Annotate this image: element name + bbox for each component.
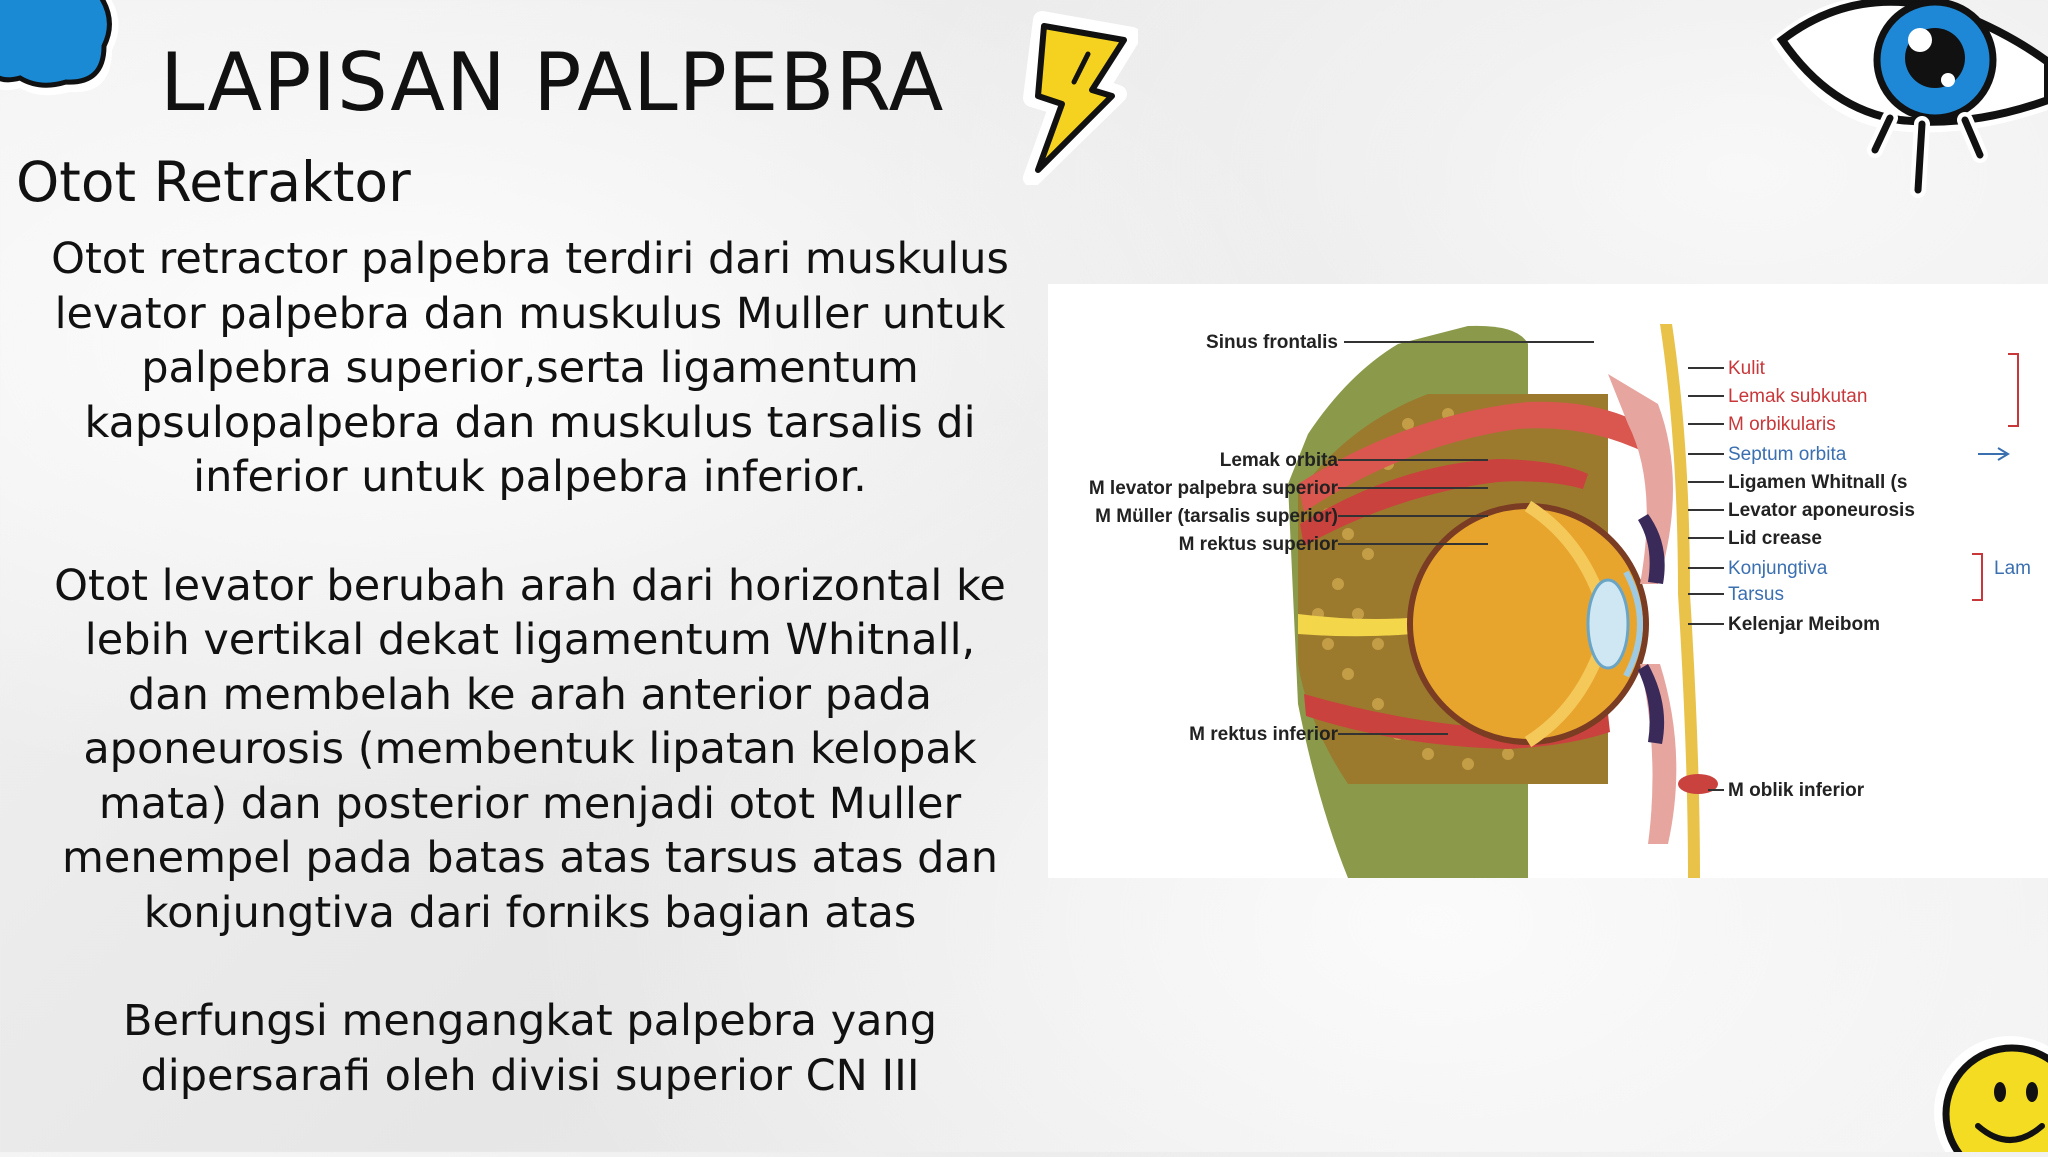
paragraph-function: Berfungsi mengangkat palpebra yang dipersarafi oleh divisi superior CN III [122, 996, 938, 1101]
body-text [40, 232, 1020, 1157]
label-lam: Lam [1994, 558, 2031, 579]
slide-title: LAPISAN PALPEBRA [160, 36, 945, 129]
label-sinus-frontalis: Sinus frontalis [1206, 332, 1338, 353]
lens [1588, 580, 1628, 668]
label-lid-crease: Lid crease [1728, 528, 1822, 549]
label-levator-aponeurosis: Levator aponeurosis [1728, 500, 1915, 521]
paragraph-levator: Otot levator berubah arah dari horizontal ke lebih vertikal dekat ligamentum Whitnall, dan membelah ke arah anterior pada aponeurosis (membentuk lipatan kelopak mata) dan posterior menjadi otot Muller menempel pada batas atas tarsus atas dan konjungtiva dari forniks bagian atas [54, 560, 1006, 938]
label-kelenjar-meibom: Kelenjar Meibom [1728, 614, 1881, 635]
label-konjungtiva: Konjungtiva [1728, 558, 1828, 579]
label-kulit: Kulit [1728, 358, 1765, 379]
cloud-icon [0, 0, 130, 110]
label-ligamen-whitnall: Ligamen Whitnall (s [1728, 472, 1908, 493]
label-m-rektus-superior: M rektus superior [1178, 534, 1338, 555]
lightning-icon [1008, 10, 1138, 185]
paragraph-retractor: Otot retractor palpebra terdiri dari muskulus levator palpebra dan muskulus Muller untuk palpebra superior,serta ligamentum kapsulopalpebra dan muskulus tarsalis di inferior untuk palpebra inferior. [51, 234, 1009, 502]
label-lemak-subkutan: Lemak subkutan [1728, 386, 1868, 407]
label-m-levator: M levator palpebra superior [1088, 478, 1338, 499]
label-m-muller: M Müller (tarsalis superior) [1095, 506, 1338, 527]
eyelid-anatomy-figure [1048, 284, 2048, 878]
label-m-oblik-inferior: M oblik inferior [1728, 780, 1865, 801]
label-septum-orbita: Septum orbita [1728, 444, 1847, 465]
label-m-rektus-inferior: M rektus inferior [1189, 724, 1338, 745]
label-m-orbikularis: M orbikularis [1728, 414, 1836, 435]
label-tarsus: Tarsus [1728, 584, 1784, 605]
section-subtitle: Otot Retraktor [16, 150, 411, 214]
label-lemak-orbita: Lemak orbita [1219, 450, 1338, 471]
eye-icon [1760, 0, 2048, 200]
smiley-icon [1930, 1030, 2048, 1152]
